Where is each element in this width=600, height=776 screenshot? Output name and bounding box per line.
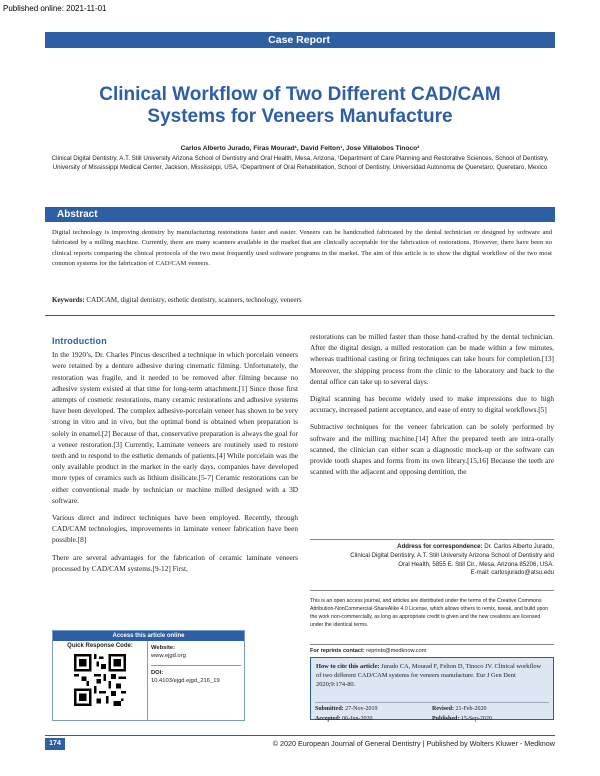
correspondence-line: Oral Health, 5855 E. Still Cir., Mesa, Arizona 85206, USA. [398, 560, 554, 568]
correspondence-address [310, 539, 554, 578]
section-divider [45, 315, 555, 316]
abstract-text: Digital technology is improving dentistry by manufacturing restorations faster and easier. Veneers can be handcrafted fabricated by the dental technician or designed by software and fabricated by a milling machine. Currently, there are many scanners available in the market that are clinically acceptable for the fabrication of restorations. However, there have been no clinical reports comparing the clinical protocols of the two most frequently used software programs in the market. The aim of this article is to show the digital workflow of the two most common systems for the fabrication of CAD/CAM veneers. [52, 229, 552, 268]
keywords-label: Keywords: [52, 296, 85, 304]
body-paragraph: restorations can be milled faster than those hand-crafted by the dental technician. After the digital design, a milled restoration can be made within a few minutes, whereas traditional casting or firing techniques can take hours for completion.[13] Moreover, the shipping process from the clinic to the laboratory and back to the dental office can take up to several days. [310, 332, 554, 386]
copyright: © 2020 European Journal of General Dentistry | Published by Wolters Kluwer - Medknow [272, 739, 555, 748]
qr-label: Quick Response Code: [67, 643, 133, 649]
revised-label: Revised: [432, 706, 454, 712]
submitted-label: Submitted: [315, 706, 344, 712]
affiliations: Clinical Digital Dentistry, A.T. Still University Arizona School of Dentistry and Oral Health, Mesa, Arizona, ¹Department of Care Planning and Restorative Sciences, School of Dentistry, University of Mississippi Medical Center, Jackson, Mississippi, USA, ²Department of Oral Rehabilitation, School of Dentistry, Universidad Autonoma de Queretaro, Queretaro, Mexico [51, 155, 549, 172]
body-paragraph: In the 1920’s, Dr. Charles Pincus described a technique in which porcelain veneers were retained by a denture adhesive during cinematic filming. Unfortunately, the restoration was fragile, and it needed to be removed after filming because no adhesive system existed at that time for long-term attachment.[1] Since those first attempts of cosmetic restorations, many ceramic restorations and adhesive systems have been developed. The complex adhesive-porcelain veneer has shown to be very strong in vitro and in vivo, but the optimal bond is obtained when preparation is solely in enamel.[2] Because of that, conservative preparation is always the goal for a veneer restoration.[3] Currently, Laminate veneers are routinely used to restore teeth and to respond to the esthetic demands of patients.[4] While porcelain was the only available product in the market in the early days, companies have developed more types of ceramics such as lithium disilicate.[5-7] Ceramic restorations can be either conventional made by technician or machine milled designed with a 3D software. [52, 350, 298, 505]
page-footer [45, 735, 555, 749]
page-number: 174 [45, 738, 65, 750]
accepted-date: 06-Jun-2020 [342, 716, 373, 722]
body-paragraph: Various direct and indirect techniques have been employed. Recently, through CAD/CAM technologies, improvements in laminate veneer fabrication have been possible.[8] [52, 513, 298, 545]
reprints [310, 644, 554, 654]
article-title: Clinical Workflow of Two Different CAD/CAM Systems for Veneers Manufacture [99, 84, 501, 127]
author-list: Carlos Alberto Jurado, Firas Mourad¹, David Felton¹, Jose Villalobos Tinoco² [180, 145, 420, 152]
revised-date: 21-Feb-2020 [455, 706, 487, 712]
published-date: 15-Sep-2020 [460, 716, 492, 722]
submitted-date: 27-Nov-2019 [345, 706, 378, 712]
access-info [148, 641, 244, 721]
divider [310, 590, 554, 591]
abstract-header [45, 207, 555, 222]
doi-label: DOI: [151, 670, 164, 676]
correspondence-email[interactable]: E-mail: carlosjurado@atsu.edu [470, 569, 554, 577]
published-label: Published: [432, 716, 460, 722]
correspondence-label: Address for correspondence: [397, 543, 483, 550]
left-column [52, 336, 298, 580]
reprints-label: For reprints contact: [310, 648, 365, 654]
body-paragraph: Subtractive techniques for the veneer fabrication can be solely performed by software and the milling machine.[14] After the prepared teeth are intra-orally scanned, the clinician can either scan a diagnostic mock-up or the software can provide tooth shapes and forms from its own library.[15,16] Because the teeth are scanned with the adjacent and opposing dentition, the [310, 422, 554, 477]
correspondence-name: Dr. Carlos Alberto Jurado, [484, 543, 554, 550]
correspondence-line: Clinical Digital Dentistry, A.T. Still University Arizona School of Dentistry and [350, 551, 554, 559]
section-banner: Case Report [45, 32, 555, 48]
abstract-heading: Abstract [57, 209, 98, 220]
qr-cell [53, 641, 148, 721]
accepted-label: Accepted: [315, 716, 341, 722]
doi-link[interactable]: 10.4103/ejgd.ejgd_216_19 [151, 678, 220, 684]
intro-heading: Introduction [52, 336, 107, 346]
website-link[interactable]: www.ejgd.org [151, 653, 186, 659]
website-label: Website: [151, 645, 176, 651]
body-paragraph: There are several advantages for the fabrication of ceramic laminate veneers processed by CAD/CAM systems.[9-12] First, [52, 552, 298, 573]
license-text: This is an open access journal, and articles are distributed under the terms of the Creative Commons Attribution-NonCommercial-ShareAlike 4.0 License, which allows others to remix, tweak, and build upon the work non-commercially, as long as appropriate credit is given and the new creations are licensed under the identical terms. [310, 598, 549, 628]
article-dates [315, 702, 549, 724]
citation-text: Jurado CA, Mourad F, Felton D, Tinoco JV. Clinical workflow of two different CAD/CAM systems for veneers manufacture. Eur J Gen Dent 2020;9:174-80. [316, 663, 542, 688]
access-online-box [52, 630, 245, 721]
keywords-text: CADCAM, digital dentistry, esthetic dentistry, scanners, technology, veneers [86, 296, 302, 304]
citation-box [310, 657, 554, 720]
keywords [52, 296, 552, 304]
reprints-email[interactable]: reprints@medknow.com [366, 648, 427, 654]
citation-label: How to cite this article: [316, 663, 380, 670]
right-column [310, 331, 554, 483]
body-paragraph: Digital scanning has become widely used to make impressions due to high accuracy, increased patient acceptance, and ease of entry to digital workflows.[5] [310, 394, 554, 415]
access-heading: Access this article online [53, 631, 244, 641]
qr-code-icon[interactable] [74, 654, 126, 706]
published-online-stamp: Published online: 2021-11-01 [3, 4, 107, 13]
